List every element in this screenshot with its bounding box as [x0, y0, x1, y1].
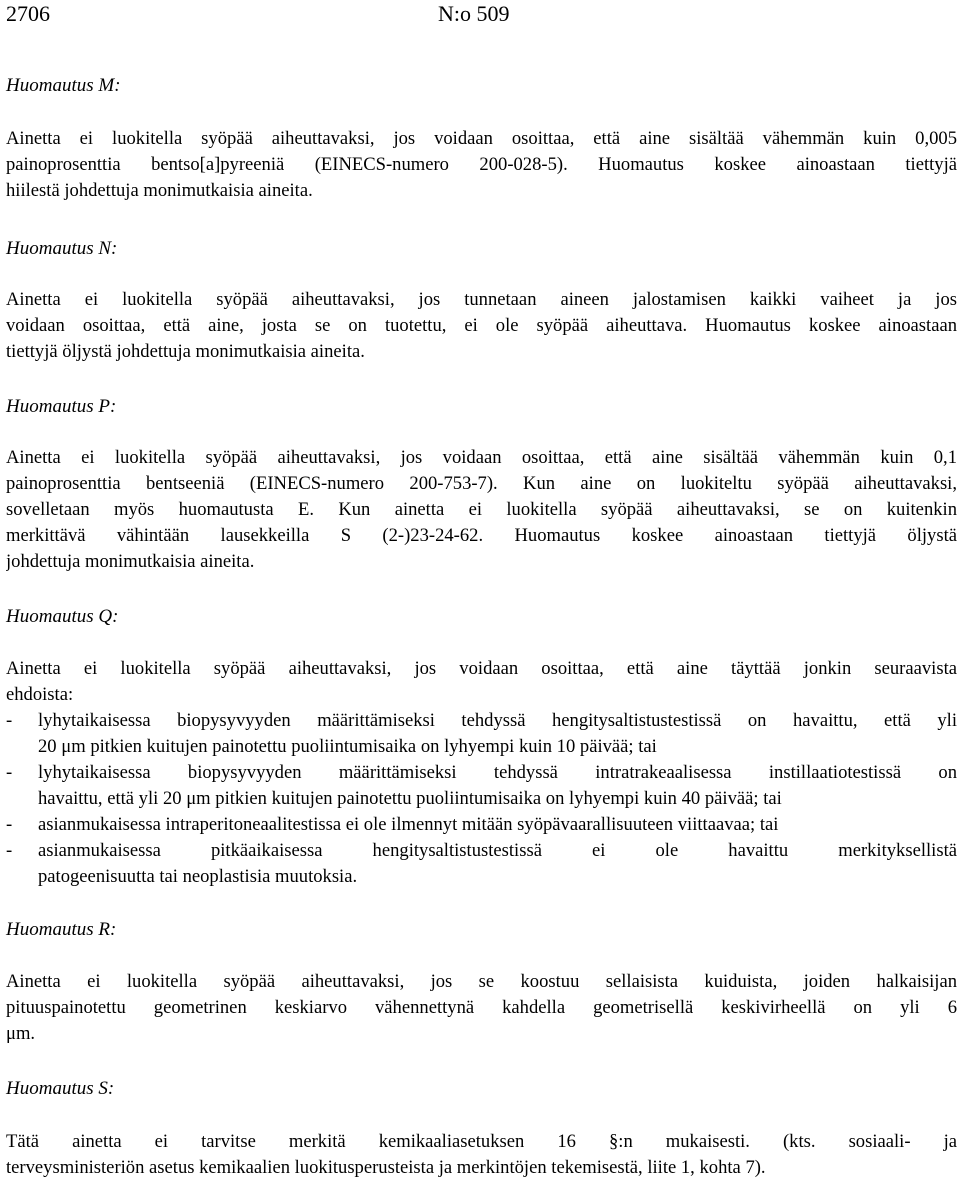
list-dash: - [6, 840, 13, 861]
condition-list [6, 708, 957, 890]
paragraph-line: tiettyjä öljystä johdettuja monimutkaisia aineita. [6, 341, 365, 362]
note-paragraph-q [6, 656, 957, 708]
paragraph-line: terveysministeriön asetus kemikaalien luokitusperusteista ja merkintöjen tekemisestä, liite 1, kohta 7). [6, 1157, 766, 1178]
issue-number: N:o 509 [438, 1, 510, 26]
note-heading-n: Huomautus N: [6, 238, 118, 259]
list-dash: - [6, 710, 13, 731]
paragraph-line: painoprosenttia bentseeniä (EINECS-numero 200-753-7). Kun aine on luokiteltu syöpää aiheuttavaksi, [6, 473, 957, 494]
paragraph-line: Ainetta ei luokitella syöpää aiheuttavaksi, jos tunnetaan aineen jalostamisen kaikki vaiheet ja jos [6, 289, 957, 310]
list-item [6, 812, 957, 838]
note-paragraph-m [6, 126, 957, 204]
paragraph-line: Ainetta ei luokitella syöpää aiheuttavaksi, jos voidaan osoittaa, että aine täyttää jonkin seuraavista [6, 658, 957, 679]
list-item-line: asianmukaisessa pitkäaikaisessa hengitysaltistustestissä ei ole havaittu merkityksellistä [38, 840, 957, 861]
list-item-line: lyhytaikaisessa biopysyvyyden määrittämiseksi tehdyssä hengitysaltistustestissä on havaittu, että yli [38, 710, 957, 731]
list-dash: - [6, 762, 13, 783]
note-heading-m: Huomautus M: [6, 75, 121, 96]
paragraph-line: voidaan osoittaa, että aine, josta se on tuotettu, ei ole syöpää aiheuttava. Huomautus koskee ainoastaan [6, 315, 957, 336]
paragraph-line: Ainetta ei luokitella syöpää aiheuttavaksi, jos voidaan osoittaa, että aine sisältää vähemmän kuin 0,1 [6, 447, 957, 468]
paragraph-line: Ainetta ei luokitella syöpää aiheuttavaksi, jos se koostuu sellaisista kuiduista, joiden halkaisijan [6, 971, 957, 992]
note-heading-r: Huomautus R: [6, 919, 117, 940]
list-item-line: patogeenisuutta tai neoplastisia muutoksia. [38, 866, 358, 887]
list-item-line: 20 μm pitkien kuitujen painotettu puoliintumisaika on lyhyempi kuin 10 päivää; tai [38, 736, 657, 757]
list-item-line: lyhytaikaisessa biopysyvyyden määrittämiseksi tehdyssä intratrakeaalisessa instillaatiotestissä on [38, 762, 957, 783]
list-item [6, 838, 957, 890]
list-item-line: havaittu, että yli 20 μm pitkien kuitujen painotettu puoliintumisaika on lyhyempi kuin 40 päivää; tai [38, 788, 782, 809]
paragraph-line: merkittävä vähintään lausekkeilla S (2-)23-24-62. Huomautus koskee ainoastaan tiettyjä öljystä [6, 525, 957, 546]
paragraph-line: johdettuja monimutkaisia aineita. [6, 551, 255, 572]
note-paragraph-n [6, 287, 957, 365]
note-paragraph-s [6, 1129, 957, 1181]
paragraph-line: pituuspainotettu geometrinen keskiarvo vähennettynä kahdella geometrisellä keskivirheellä on yli 6 [6, 997, 957, 1018]
paragraph-line: hiilestä johdettuja monimutkaisia aineita. [6, 180, 313, 201]
note-heading-p: Huomautus P: [6, 396, 117, 417]
list-item [6, 760, 957, 812]
page-header [6, 0, 954, 28]
paragraph-line: μm. [6, 1023, 36, 1044]
note-paragraph-r [6, 969, 957, 1047]
paragraph-line: painoprosenttia bentso[a]pyreeniä (EINECS-numero 200-028-5). Huomautus koskee ainoastaan tiettyjä [6, 154, 957, 175]
page-number: 2706 [6, 1, 50, 26]
note-paragraph-p [6, 445, 957, 575]
list-item-line: asianmukaisessa intraperitoneaalitestissa ei ole ilmennyt mitään syöpävaarallisuuteen viittaavaa; tai [38, 814, 779, 835]
note-heading-q: Huomautus Q: [6, 606, 119, 627]
paragraph-line: Tätä ainetta ei tarvitse merkitä kemikaaliasetuksen 16 §:n mukaisesti. (kts. sosiaali- ja [6, 1131, 957, 1152]
note-heading-s: Huomautus S: [6, 1078, 115, 1099]
paragraph-line: ehdoista: [6, 684, 74, 705]
paragraph-line: Ainetta ei luokitella syöpää aiheuttavaksi, jos voidaan osoittaa, että aine sisältää vähemmän kuin 0,005 [6, 128, 957, 149]
list-item [6, 708, 957, 760]
paragraph-line: sovelletaan myös huomautusta E. Kun ainetta ei luokitella syöpää aiheuttavaksi, se on kuitenkin [6, 499, 957, 520]
list-dash: - [6, 814, 13, 835]
